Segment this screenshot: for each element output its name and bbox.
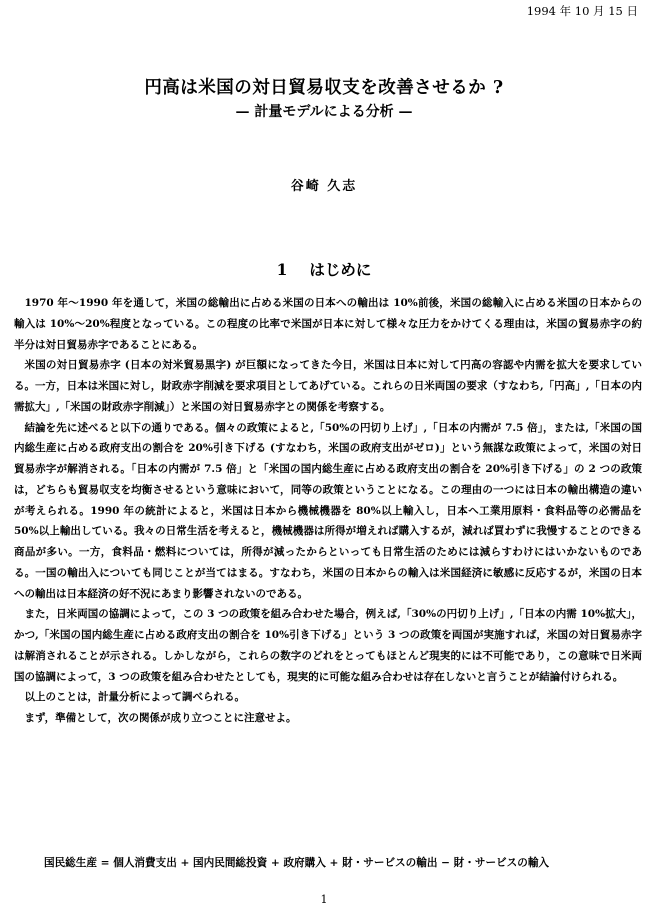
- paragraph: 結論を先に述べると以下の通りである。個々の政策によると,「50%の円切り上げ」,「日本の内需が 7.5 倍」，または,「米国の国内総生産に占める政府支出の割合を 20%引き下げる (すなわち，米国の政府支出がゼロ)」という無謀な政策によって，米国の対日貿易赤字が解消される。「日本の内需が 7.5 倍」と「米国の国内総生産に占める政府支出の割合を 20%引き下げる」の 2 つの政策は，どちらも貿易収支を均衡させるという意味において，同等の政策ということになる。この理由の一つには日本の輸出構造の違いが考えられる。1990 年の統計によると，米国は日本から機械機器を 80%以上輸入し，日本へ工業用原料・食料品等の必需品を 50%以上輸出している。我々の日常生活を考えると，機械機器は所得が増えれば購入するが，減れば買わずに我慢することのできる商品が多い。一方，食料品・燃料については，所得が減ったからといっても日常生活のためには減らすわけにはいかないものである。一国の輸出入についても同じことが当てはまる。すなわち，米国の日本からの輸入は米国経済に敏感に反応するが，米国の日本への輸出は日本経済の好不況にあまり影響されないのである。: [14, 421, 642, 600]
- paragraph: 米国の対日貿易赤字 (日本の対米貿易黒字) が巨額になってきた今日，米国は日本に対して円高の容認や内需を拡大を要求している。一方，日本は米国に対し，財政赤字削減を要求項目としてあげている。これらの日米両国の要求（すなわち,「円高」,「日本の内需拡大」,「米国の財政赤字削減」）と米国の対日貿易赤字との関係を考察する。: [14, 359, 642, 413]
- formula-intro: まず，準備として，次の関係が成り立つことに注意せよ。: [24, 712, 297, 724]
- body-text: [14, 293, 642, 729]
- paragraph: 以上のことは，計量分析によって調べられる。: [24, 691, 245, 704]
- section-heading: [0, 258, 648, 280]
- paper-subtitle: — 計量モデルによる分析 —: [235, 104, 413, 120]
- paragraph: 1970 年〜1990 年を通して，米国の総輸出に占める米国の日本への輸出は 10%前後，米国の総輸入に占める米国の日本からの輸入は 10%〜20%程度となっている。この程度の比率で米国が日本に対して様々な圧力をかけてくる理由は，米国の貿易赤字の約半分は対日貿易赤字であることにある。: [14, 297, 642, 351]
- section-title: はじめに: [309, 260, 372, 279]
- gnp-equation: 国民総生産 = 個人消費支出 + 国内民間総投資 + 政府購入 + 財・サービスの輸出 − 財・サービスの輸入: [44, 857, 550, 869]
- section-number: 1: [276, 260, 288, 279]
- page-number: 1: [320, 893, 328, 906]
- paper-title: 円高は米国の対日貿易収支を改善させるか ?: [144, 78, 504, 98]
- paragraph: また，日米両国の協調によって，この 3 つの政策を組み合わせた場合，例えば,「30%の円切り上げ」,「日本の内需 10%拡大」，かつ,「米国の国内総生産に占める政府支出の割合を 10%引き下げる」という 3 つの政策を両国が実施すれば，米国の対日貿易赤字は解消されることが示される。しかしながら，これらの数字のどれをとってもほとんど現実的には不可能であり，この意味で日米両国の協調によって，3 つの政策を組み合わせたとしても，現実的に可能な組み合わせは存在しないと言うことが結論付けられる。: [14, 608, 642, 683]
- document-date: 1994 年 10 月 15 日: [526, 4, 638, 18]
- author-name: 谷崎 久志: [290, 179, 358, 194]
